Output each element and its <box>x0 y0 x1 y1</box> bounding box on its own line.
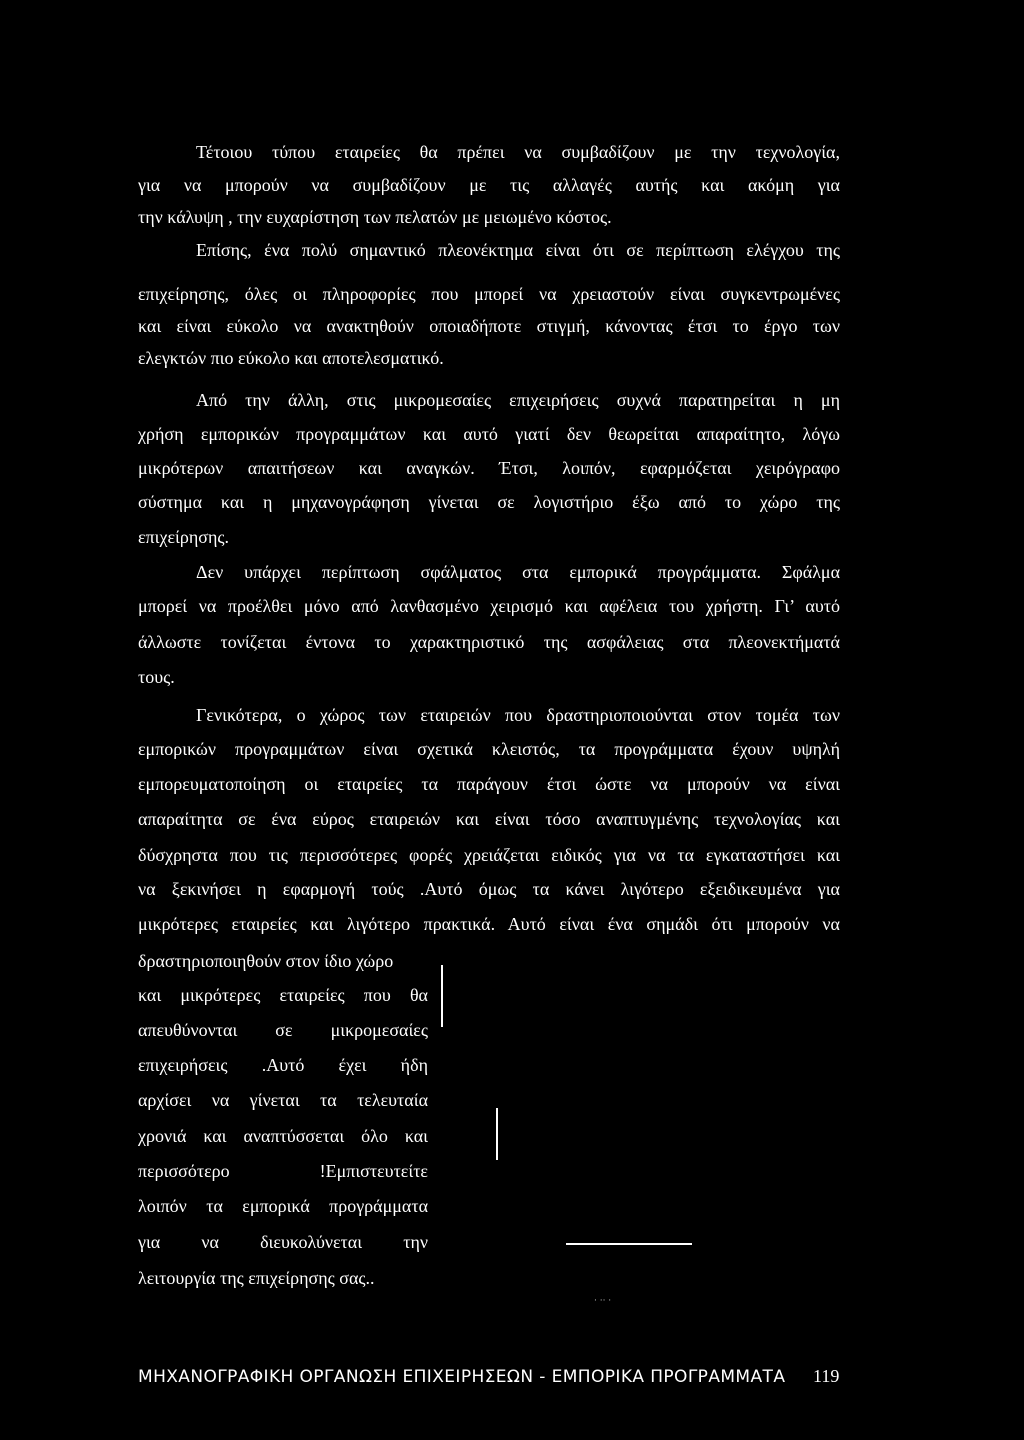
page-footer-title: ΜΗΧΑΝΟΓΡΑΦΙΚΗ ΟΡΓΑΝΩΣΗ ΕΠΙΧΕΙΡΗΣΕΩΝ - ΕΜΠΟΡΙΚΑ ΠΡΟΓΡΑΜΜΑΤΑ <box>138 1367 786 1387</box>
text-line: δύσχρηστα που τις περισσότερες φορές χρειάζεται ειδικός για να τα εγκαταστήσει και <box>138 845 840 865</box>
text-line: για να μπορούν να συμβαδίζουν με τις αλλαγές αυτής και ακόμη για <box>138 175 840 195</box>
page-number: 119 <box>813 1366 840 1386</box>
text-line: άλλωστε τονίζεται έντονα το χαρακτηριστικό της ασφάλειας στα πλεονεκτήματά <box>138 632 840 652</box>
text-line: ελεγκτών πιο εύκολο και αποτελεσματικό. <box>138 348 444 368</box>
text-line: τους. <box>138 667 175 687</box>
text-line: περισσότερο !Εμπιστευτείτε <box>138 1161 428 1181</box>
text-line: Από την άλλη, στις μικρομεσαίες επιχειρήσεις συχνά παρατηρείται η μη <box>196 390 840 410</box>
scan-specks: · ·· · <box>594 1296 612 1306</box>
text-line: μικρότερων απαιτήσεων και αναγκών. Έτσι, λοιπόν, εφαρμόζεται χειρόγραφο <box>138 458 840 478</box>
frame-right-edge <box>496 1108 498 1160</box>
text-line: Τέτοιου τύπου εταιρείες θα πρέπει να συμβαδίζουν με την τεχνολογία, <box>196 142 840 162</box>
text-line: μικρότερες εταιρείες και λιγότερο πρακτικά. Αυτό είναι ένα σημάδι ότι μπορούν να <box>138 914 840 934</box>
text-line: χρήση εμπορικών προγραμμάτων και αυτό γιατί δεν θεωρείται απαραίτητο, λόγω <box>138 424 840 444</box>
text-line: Γενικότερα, ο χώρος των εταιρειών που δραστηριοποιούνται στον τομέα των <box>196 705 840 725</box>
text-line: την κάλυψη , την ευχαρίστηση των πελατών με μειωμένο κόστος. <box>138 207 612 227</box>
text-line: επιχείρησης. <box>138 527 230 547</box>
text-line: και είναι εύκολο να ανακτηθούν οποιαδήποτε στιγμή, κάνοντας έτσι το έργο των <box>138 316 840 336</box>
text-line: δραστηριοποιηθούν στον ίδιο χώρο <box>138 951 394 971</box>
text-line: λοιπόν τα εμπορικά προγράμματα <box>138 1196 428 1216</box>
frame-left-edge <box>441 965 443 1027</box>
text-line: Επίσης, ένα πολύ σημαντικό πλεονέκτημα είναι ότι σε περίπτωση ελέγχου της <box>196 240 840 260</box>
text-line: απευθύνονται σε μικρομεσαίες <box>138 1020 428 1040</box>
text-line: σύστημα και η μηχανογράφηση γίνεται σε λογιστήριο έξω από το χώρο της <box>138 492 840 512</box>
text-line: εμπορικών προγραμμάτων είναι σχετικά κλειστός, τα προγράμματα έχουν υψηλή <box>138 739 840 759</box>
text-line: επιχειρήσεις .Αυτό έχει ήδη <box>138 1055 428 1075</box>
frame-bottom-edge <box>566 1243 692 1245</box>
text-line: επιχείρησης, όλες οι πληροφορίες που μπορεί να χρειαστούν είναι συγκεντρωμένες <box>138 284 840 304</box>
text-line: αρχίσει να γίνεται τα τελευταία <box>138 1090 428 1110</box>
text-line: απαραίτητα σε ένα εύρος εταιρειών και είναι τόσο αναπτυγμένης τεχνολογίας και <box>138 809 840 829</box>
text-line: και μικρότερες εταιρείες που θα <box>138 985 428 1005</box>
text-line: για να διευκολύνεται την <box>138 1232 428 1252</box>
text-line: να ξεκινήσει η εφαρμογή τούς .Αυτό όμως τα κάνει λιγότερο εξειδικευμένα για <box>138 879 840 899</box>
text-line: εμπορευματοποίηση οι εταιρείες τα παράγουν έτσι ώστε να μπορούν να είναι <box>138 774 840 794</box>
text-line: μπορεί να προέλθει μόνο από λανθασμένο χειρισμό και αφέλεια του χρήστη. Γι’ αυτό <box>138 596 840 616</box>
text-line: Δεν υπάρχει περίπτωση σφάλματος στα εμπορικά προγράμματα. Σφάλμα <box>196 562 840 582</box>
text-line: χρονιά και αναπτύσσεται όλο και <box>138 1126 428 1146</box>
text-line: λειτουργία της επιχείρησης σας.. <box>138 1268 375 1288</box>
